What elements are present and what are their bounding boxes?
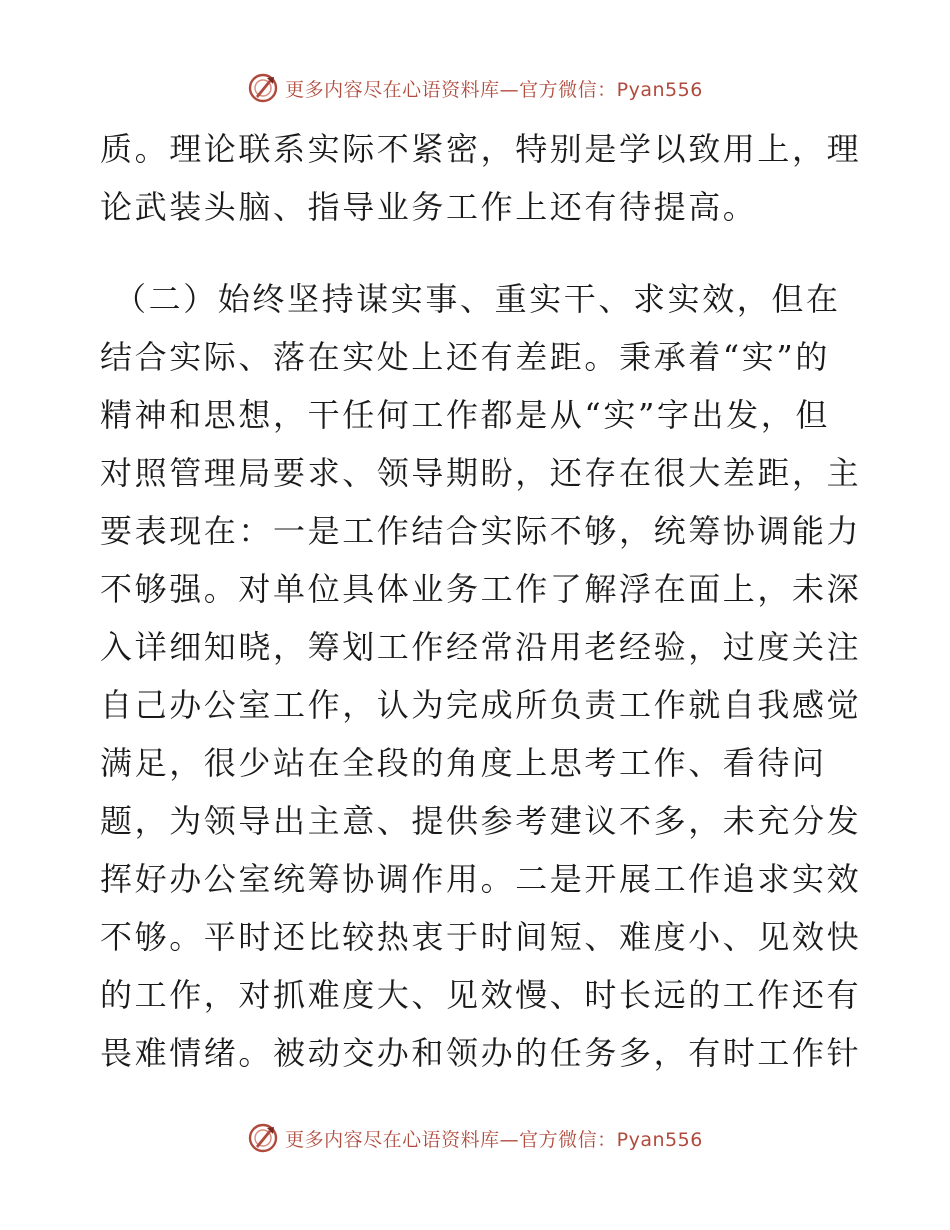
- text-line: 自己办公室工作，认为完成所负责工作就自我感觉: [100, 686, 862, 724]
- text-line: （二）始终坚持谋实事、重实干、求实效，但在: [114, 280, 841, 318]
- text-line: 挥好办公室统筹协调作用。二是开展工作追求实效: [100, 860, 862, 898]
- text-line: 的工作，对抓难度大、见效慢、时长远的工作还有: [100, 976, 862, 1014]
- footer-watermark-text: 更多内容尽在心语资料库—官方微信：Pyan556: [285, 1128, 703, 1151]
- text-line: 质。理论联系实际不紧密，特别是学以致用上，理: [100, 130, 862, 168]
- text-line: 畏难情绪。被动交办和领办的任务多，有时工作针: [100, 1034, 862, 1072]
- text-line: 要表现在：一是工作结合实际不够，统筹协调能力: [100, 512, 862, 550]
- text-line: 满足，很少站在全段的角度上思考工作、看待问: [100, 744, 827, 782]
- text-line: 入详细知晓，筹划工作经常沿用老经验，过度关注: [100, 628, 862, 666]
- text-line: 对照管理局要求、领导期盼，还存在很大差距，主: [100, 454, 862, 492]
- paragraph-gap: [100, 240, 852, 274]
- footer-watermark: [0, 1122, 950, 1154]
- paragraph-1: [100, 124, 862, 240]
- text-line: 不够。平时还比较热衷于时间短、难度小、见效快: [100, 918, 862, 956]
- quill-pen-logo-icon: [247, 1122, 279, 1154]
- text-line: 论武装头脑、指导业务工作上还有待提高。: [100, 188, 758, 226]
- header-watermark-text: 更多内容尽在心语资料库—官方微信：Pyan556: [285, 78, 703, 101]
- text-line: 题，为领导出主意、提供参考建议不多，未充分发: [100, 802, 862, 840]
- quill-pen-logo-icon: [247, 72, 279, 104]
- text-line: 不够强。对单位具体业务工作了解浮在面上，未深: [100, 570, 862, 608]
- paragraph-2: [100, 274, 862, 1086]
- text-line: 结合实际、落在实处上还有差距。秉承着“实”的: [100, 338, 830, 376]
- text-line: 精神和思想，干任何工作都是从“实”字出发，但: [100, 396, 830, 434]
- document-body: [100, 124, 862, 1086]
- header-watermark: [0, 72, 950, 104]
